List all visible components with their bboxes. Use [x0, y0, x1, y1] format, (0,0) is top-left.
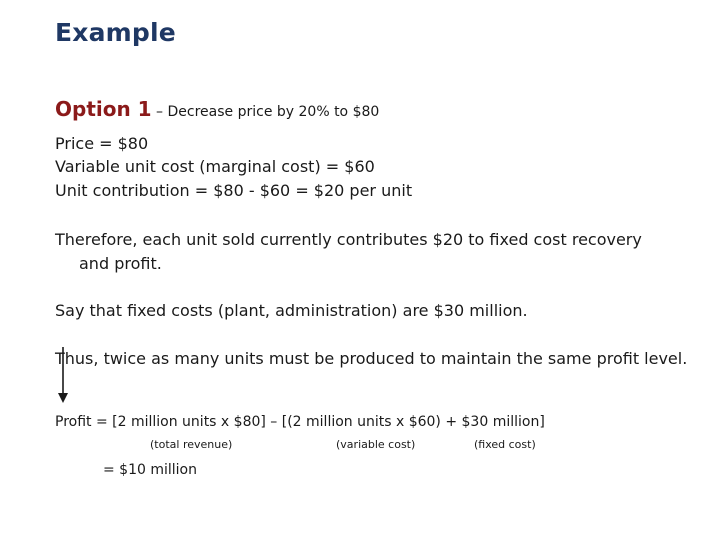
slide-title: Example: [55, 18, 176, 47]
price-line: Price = $80: [55, 134, 149, 153]
fixed-costs-line: Say that fixed costs (plant, administration) are $30 million.: [55, 301, 528, 320]
therefore-line-1: Therefore, each unit sold currently contributes $20 to fixed cost recovery: [55, 230, 642, 249]
total-revenue-label: (total revenue): [150, 438, 233, 451]
therefore-line-2: and profit.: [79, 254, 162, 273]
profit-formula: Profit = [2 million units x $80] – [(2 million units x $60) + $30 million]: [55, 414, 545, 430]
unit-contribution-line: Unit contribution = $80 - $60 = $20 per unit: [55, 181, 413, 200]
option-line: [55, 97, 379, 121]
fixed-cost-label: (fixed cost): [474, 438, 536, 451]
down-arrow-icon: [56, 345, 70, 405]
variable-cost-label: (variable cost): [336, 438, 416, 451]
thus-line: Thus, twice as many units must be produced to maintain the same profit level.: [55, 349, 688, 368]
option-heading: Option 1: [55, 97, 152, 121]
profit-result: = $10 million: [103, 462, 197, 478]
option-description: – Decrease price by 20% to $80: [151, 104, 380, 120]
variable-cost-line: Variable unit cost (marginal cost) = $60: [55, 157, 375, 176]
